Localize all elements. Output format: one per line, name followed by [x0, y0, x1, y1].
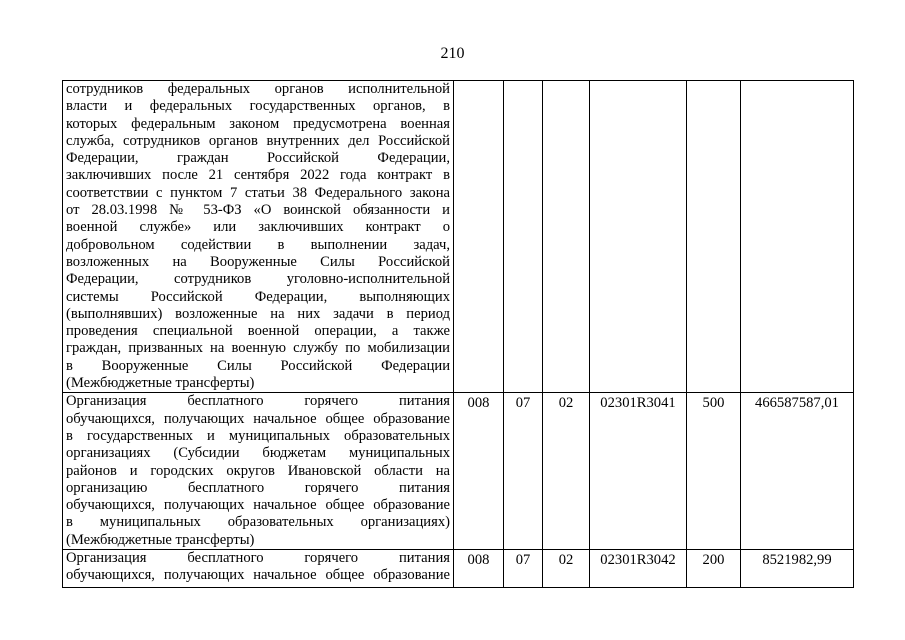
description-line-wrap — [66, 340, 450, 357]
description-line: соответствии с пунктом 7 статьи 38 Федерального закона — [66, 184, 450, 201]
section-cell: 07 — [504, 393, 543, 550]
subsection-cell: 02 — [543, 393, 590, 550]
section-cell — [504, 81, 543, 393]
description-line: в муниципальных образовательных организациях) — [66, 514, 450, 531]
target-cell — [590, 81, 687, 393]
budget-table — [62, 80, 854, 588]
description-line: Организация бесплатного горячего питания — [66, 550, 450, 567]
table-row — [63, 81, 854, 393]
description-line: (Межбюджетные трансферты) — [66, 375, 255, 392]
description-line-wrap — [66, 497, 450, 514]
description-line: Федерации, граждан Российской Федерации, — [66, 150, 450, 167]
description-line-wrap — [66, 116, 450, 133]
description-line: проведения специальной военной операции, а также — [66, 323, 450, 340]
description-line: обучающихся, получающих начальное общее образование — [66, 410, 450, 427]
description-line-wrap — [66, 150, 450, 167]
description-line-wrap — [66, 167, 450, 184]
description-line: обучающихся, получающих начальное общее образование — [66, 497, 450, 514]
description-line-wrap — [66, 428, 450, 445]
description-line-wrap — [66, 202, 450, 219]
description-cell — [63, 550, 454, 588]
description-line: добровольном содействии в выполнении задач, — [66, 236, 450, 253]
target-cell: 02301R3041 — [590, 393, 687, 550]
description-line: военной службе» или заключивших контракт о — [66, 219, 450, 236]
description-line-wrap — [66, 323, 450, 340]
description-line: служба, сотрудников органов внутренних дел Российской — [66, 132, 450, 149]
description-line-wrap — [66, 567, 450, 584]
description-line-wrap — [66, 237, 450, 254]
description-line: власти и федеральных государственных органов, в — [66, 98, 450, 115]
subsection-cell — [543, 81, 590, 393]
table-row — [63, 550, 854, 588]
description-line-wrap — [66, 271, 450, 288]
description-line: обучающихся, получающих начальное общее образование — [66, 567, 450, 584]
description-line: сотрудников федеральных органов исполнительной — [66, 81, 450, 97]
description-line-wrap — [66, 133, 450, 150]
description-line-wrap — [66, 185, 450, 202]
description-line: системы Российской Федерации, выполняющих — [66, 288, 450, 305]
description-line: Организация бесплатного горячего питания — [66, 393, 450, 410]
description-line-wrap — [66, 254, 450, 271]
amount-cell — [741, 81, 854, 393]
description-line: от 28.03.1998 № 53-ФЗ «О воинской обязанности и — [66, 202, 450, 219]
table-row — [63, 393, 854, 550]
description-line-wrap — [66, 219, 450, 236]
description-line: граждан, призванных на военную службу по мобилизации — [66, 340, 450, 357]
description-line-wrap — [66, 411, 450, 428]
description-line: заключивших после 21 сентября 2022 года контракт в — [66, 167, 450, 184]
subsection-cell: 02 — [543, 550, 590, 588]
description-line-wrap — [66, 550, 450, 567]
description-line: организацию бесплатного горячего питания — [66, 479, 450, 496]
description-line: организациях (Субсидии бюджетам муниципальных — [66, 445, 450, 462]
description-line: (Межбюджетные трансферты) — [66, 531, 255, 548]
ministry-cell — [454, 81, 504, 393]
description-line-wrap — [66, 393, 450, 410]
amount-cell: 466587587,01 — [741, 393, 854, 550]
page-number: 210 — [440, 45, 465, 62]
description-line: (выполнявших) возложенные на них задачи в период — [66, 305, 450, 322]
section-cell: 07 — [504, 550, 543, 588]
ministry-cell: 008 — [454, 393, 504, 550]
description-line-wrap — [66, 358, 450, 375]
description-line-wrap — [66, 445, 450, 462]
description-line-wrap — [66, 81, 450, 98]
description-line-wrap — [66, 480, 450, 497]
description-line: которых федеральным законом предусмотрена военная — [66, 115, 450, 132]
description-line-wrap — [66, 306, 450, 323]
description-line-wrap — [66, 514, 450, 531]
description-line: возложенных на Вооруженные Силы Российской — [66, 253, 450, 270]
description-line: Федерации, сотрудников уголовно-исполнительной — [66, 271, 450, 288]
target-cell: 02301R3042 — [590, 550, 687, 588]
description-line-wrap — [66, 98, 450, 115]
description-line: в государственных и муниципальных образовательных — [66, 427, 450, 444]
type-cell: 500 — [687, 393, 741, 550]
amount-cell: 8521982,99 — [741, 550, 854, 588]
description-line-wrap — [66, 532, 450, 549]
description-line-wrap — [66, 463, 450, 480]
ministry-cell: 008 — [454, 550, 504, 588]
description-line-wrap — [66, 289, 450, 306]
type-cell: 200 — [687, 550, 741, 588]
description-line-wrap — [66, 375, 450, 392]
description-line: в Вооруженные Силы Российской Федерации — [66, 357, 450, 374]
description-line: районов и городских округов Ивановской области на — [66, 462, 450, 479]
type-cell — [687, 81, 741, 393]
description-cell — [63, 393, 454, 550]
description-cell — [63, 81, 454, 393]
